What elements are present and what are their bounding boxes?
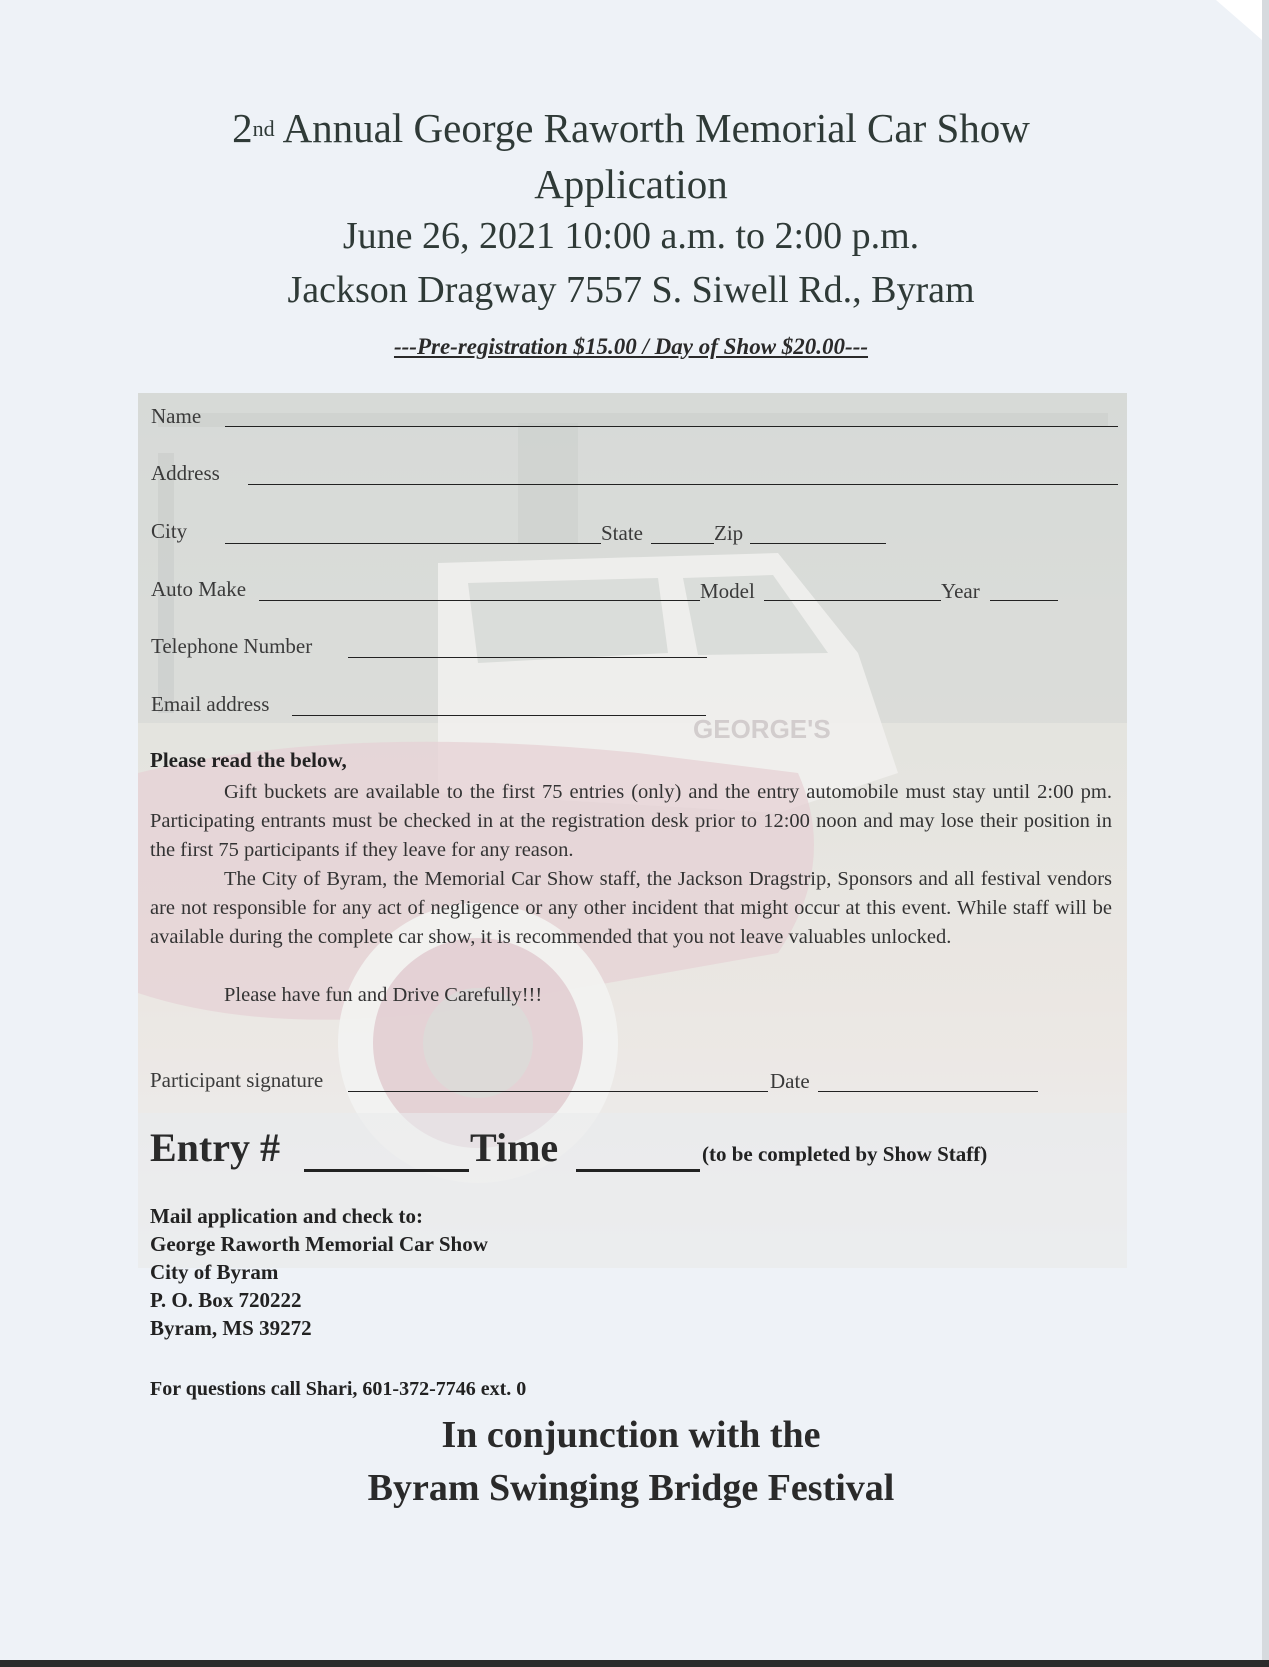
mailing-line-5: Byram, MS 39272 (150, 1316, 312, 1340)
notice-paragraph-2: The City of Byram, the Memorial Car Show staff, the Jackson Dragstrip, Sponsors and all festival vendors are not responsible for any act of negligence or any other incident that might occur at this event. While staff will be available during the complete car show, it is recommended that you not leave valuables unlocked. (150, 868, 1112, 948)
model-field[interactable] (764, 600, 941, 601)
auto-make-label: Auto Make (151, 577, 247, 601)
event-location: Jackson Dragway 7557 S. Siwell Rd., Byram (287, 269, 975, 311)
date-field[interactable] (818, 1091, 1038, 1092)
date-label: Date (770, 1069, 810, 1093)
year-label: Year (941, 579, 980, 603)
address-label: Address (151, 461, 220, 485)
zip-label: Zip (714, 521, 744, 545)
mailing-line-4: P. O. Box 720222 (150, 1288, 302, 1312)
participant-signature-field[interactable] (348, 1091, 768, 1092)
contact-line: For questions call Shari, 601-372-7746 ext. 0 (150, 1378, 527, 1400)
name-field[interactable] (225, 426, 1118, 427)
time-label: Time (470, 1125, 559, 1170)
scan-edge-right (1262, 0, 1269, 1667)
notice-paragraph-1: Gift buckets are available to the first 75 entries (only) and the entry automobile must stay until 2:00 pm. Participating entrants must be checked in at the registration desk prior to 12:00 noon and may lose their position in the first 75 participants if they leave for any reason. (150, 781, 1112, 861)
watermark-logo-text: GEORGE'S (693, 714, 831, 744)
telephone-field[interactable] (348, 657, 707, 658)
title-text: Annual George Raworth Memorial Car Show (274, 105, 1030, 151)
email-label: Email address (151, 692, 270, 716)
state-field[interactable] (651, 543, 714, 544)
mailing-line-1: Mail application and check to: (150, 1204, 424, 1228)
address-field[interactable] (248, 484, 1118, 485)
event-datetime: June 26, 2021 10:00 a.m. to 2:00 p.m. (342, 215, 920, 257)
city-label: City (151, 519, 188, 543)
participant-signature-label: Participant signature (150, 1068, 324, 1092)
telephone-label: Telephone Number (151, 634, 313, 658)
scan-edge-bottom (0, 1660, 1269, 1667)
title-number: 2 (232, 105, 253, 151)
time-field[interactable] (576, 1169, 700, 1172)
entry-number-field[interactable] (304, 1169, 469, 1172)
mailing-line-2: George Raworth Memorial Car Show (150, 1232, 488, 1256)
model-label: Model (700, 579, 755, 603)
entry-number-label: Entry # (150, 1125, 280, 1170)
footer-line-1: In conjunction with the (441, 1414, 821, 1456)
email-field[interactable] (292, 715, 706, 716)
name-label: Name (151, 404, 202, 428)
page-title (0, 104, 1262, 152)
state-label: State (601, 521, 643, 545)
year-field[interactable] (990, 600, 1058, 601)
notice-paragraph-3: Please have fun and Drive Carefully!!! (224, 984, 543, 1006)
city-field[interactable] (225, 543, 601, 544)
title-suffix: nd (252, 116, 275, 141)
mailing-line-3: City of Byram (150, 1260, 279, 1284)
notice-heading: Please read the below, (150, 748, 347, 772)
page-fold (1216, 0, 1262, 40)
fees-line: ---Pre-registration $15.00 / Day of Show $20.00--- (393, 334, 869, 359)
page-subtitle: Application (534, 161, 728, 207)
staff-note: (to be completed by Show Staff) (702, 1142, 988, 1166)
zip-field[interactable] (750, 543, 886, 544)
mailing-address (150, 1202, 488, 1342)
footer-line-2: Byram Swinging Bridge Festival (367, 1467, 895, 1509)
auto-make-field[interactable] (259, 600, 700, 601)
